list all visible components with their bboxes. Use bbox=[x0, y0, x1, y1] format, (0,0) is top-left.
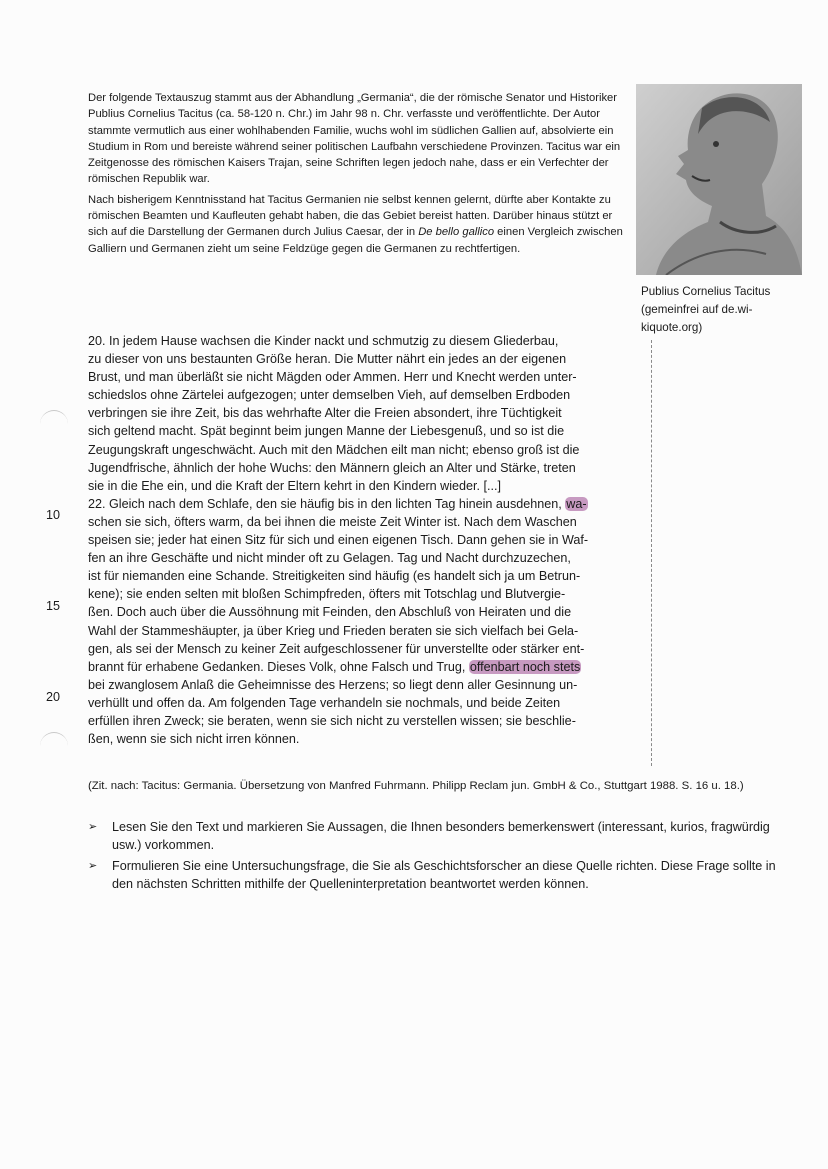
intro-paragraph-2 bbox=[88, 192, 628, 257]
intro-p2-start: Nach bisherigem Kenntnisstand hat Tacitus Germanien nie selbst kennen gelernt, dürfte aber Kontakte zu römischen Beamten und Kaufleuten gehabt haben, die das Gebiet bereist hatten. Darüber hinaus stützt er sich auf die Darstellung der Germanen durch Julius Caesar, der in bbox=[88, 193, 613, 239]
text-line: sie in die Ehe ein, und die Kraft der Eltern kehrt in den Kindern wieder. [...] bbox=[88, 478, 502, 493]
text-line-19 bbox=[88, 658, 650, 676]
text-line: 20. In jedem Hause wachsen die Kinder nackt und schmutzig zu diesem Gliederbau, bbox=[88, 334, 559, 348]
binder-hole-mark bbox=[40, 732, 68, 747]
text-line: zu dieser von uns bestaunten Größe heran. Die Mutter nährt ein jedes an der eigenen bbox=[88, 352, 567, 367]
text-line: Wahl der Stammeshäupter, ja über Krieg und Frieden beraten sie sich vielfach bei Gela- bbox=[88, 623, 579, 638]
text-line: Zeugungskraft ungeschwächt. Auch mit den Mädchen eilt man nicht; ebenso groß ist die bbox=[88, 442, 580, 457]
text-line: schen sie sich, öfters warm, da bei ihnen die meiste Zeit Winter ist. Nach dem Waschen bbox=[88, 514, 577, 529]
intro-paragraph-1: Der folgende Textauszug stammt aus der Abhandlung „Germania“, die der römische Senator und Historiker Publius Cornelius Tacitus (ca. 58-120 n. Chr.) im Jahr 98 n. Chr. verfasste und veröffentlichte. Der Autor stammte vermutlich aus einer wohlhabenden Familie, wuchs wohl im südlichen Gallien auf, absolvierte ein Studium in Rom und bereiste während seiner politischen Laufbahn verschiedene Provinzen. Tacitus war ein Zeitgenosse des römischen Kaisers Trajan, seine Schriften legen jedoch nahe, dass er ein Verfechter der römischen Republik war. bbox=[88, 92, 621, 186]
introduction bbox=[88, 90, 628, 261]
text-line: sich geltend macht. Spät beginnt beim jungen Manne der Liebesgenuß, und so ist die bbox=[88, 424, 565, 439]
text-line: fen an ihre Geschäfte und nicht minder oft zu Gelagen. Tag und Nacht durchzuzechen, bbox=[88, 551, 571, 566]
text-line: schiedslos ohne Zärtelei aufgezogen; unter demselben Vieh, auf demselben Erdboden bbox=[88, 388, 571, 403]
text-line: bei zwanglosem Anlaß die Geheimnisse des Herzens; so liegt denn aller Gesinnung un- bbox=[88, 677, 578, 692]
text-line: verbringen sie ihre Zeit, bis das wehrhafte Alter die Freien absondert, ihre Tüchtigkeit bbox=[88, 406, 562, 421]
text-line: Jugendfrische, ähnlich der hohe Wuchs: den Männern gleich an Alter und Stärke, treten bbox=[88, 460, 576, 475]
task-item bbox=[88, 818, 778, 855]
highlight-marking: offenbart noch stets bbox=[469, 659, 581, 674]
task-list bbox=[88, 818, 778, 895]
task-text: Lesen Sie den Text und markieren Sie Aussagen, die Ihnen besonders bemerkenswert (interessant, kurios, fragwürdig usw.) vorkommen. bbox=[112, 820, 770, 853]
text-line: Brust, und man überläßt sie nicht Mägden oder Ammen. Herr und Knecht werden unter- bbox=[88, 370, 577, 385]
intro-p2-title: De bello gallico bbox=[418, 226, 495, 239]
portrait-caption bbox=[641, 283, 811, 337]
text-line-10 bbox=[88, 495, 650, 513]
portrait-bust-image bbox=[636, 84, 802, 275]
caption-line: kiquote.org) bbox=[641, 321, 703, 334]
caption-line: Publius Cornelius Tacitus bbox=[641, 285, 771, 298]
caption-line: (gemeinfrei auf de.wi- bbox=[641, 303, 753, 316]
highlight-marking: wa- bbox=[566, 496, 587, 511]
text-line: verhüllt und offen da. Am folgenden Tage verhandeln sie nochmals, und beide Zeiten bbox=[88, 695, 561, 710]
line-number: 20 bbox=[46, 690, 61, 704]
binder-hole-mark bbox=[40, 410, 68, 425]
line-text: 22. Gleich nach dem Schlafe, den sie häufig bis in den lichten Tag hinein ausdehnen, bbox=[88, 496, 566, 511]
text-line: ßen. Doch auch über die Aussöhnung mit Feinden, den Abschluß von Heiraten und die bbox=[88, 605, 572, 620]
text-line: erfüllen ihren Zweck; sie beraten, wenn sie sich nicht zu verstellen wissen; sie beschlie- bbox=[88, 713, 576, 728]
task-item bbox=[88, 857, 778, 894]
text-line: gen, als sei der Mensch zu keiner Zeit aufgeschlossener für unverstellte oder stärker ent- bbox=[88, 641, 585, 656]
task-text: Formulieren Sie eine Untersuchungsfrage, die Sie als Geschichtsforscher an diese Quelle richten. Diese Frage sollte in den nächsten Schritten mithilfe der Quelleninterpretation beantwortet werden können. bbox=[112, 858, 776, 891]
text-line: ßen, wenn sie sich nicht irren können. bbox=[88, 732, 300, 747]
text-line: ist für niemanden eine Schande. Streitigkeiten sind häufig (es handelt sich ja um Betrun- bbox=[88, 569, 581, 584]
citation: (Zit. nach: Tacitus: Germania. Übersetzung von Manfred Fuhrmann. Philipp Reclam jun. GmbH & Co., Stuttgart 1988. S. 16 u. 18.) bbox=[88, 780, 744, 792]
tacitus-portrait bbox=[636, 84, 802, 275]
line-number: 15 bbox=[46, 599, 61, 613]
arrow-bullet-icon: ➢ bbox=[88, 859, 98, 872]
margin-dashed-line bbox=[651, 340, 652, 766]
arrow-bullet-icon: ➢ bbox=[88, 821, 98, 833]
text-line: speisen sie; jeder hat einen Sitz für sich und einen eigenen Tisch. Dann gehen sie in Waf- bbox=[88, 533, 589, 548]
text-line: kene); sie enden selten mit bloßen Schimpfreden, öfters mit Totschlag und Blutvergie- bbox=[88, 587, 566, 602]
source-excerpt bbox=[88, 332, 650, 748]
intro-p2-end: einen Vergleich zwischen Galliern und Germanen zieht um seine Feldzüge gegen die Germanen zu rechtfertigen. bbox=[88, 226, 623, 255]
line-number: 10 bbox=[46, 508, 61, 522]
line-text: brannt für erhabene Gedanken. Dieses Volk, ohne Falsch und Trug, bbox=[88, 659, 469, 674]
